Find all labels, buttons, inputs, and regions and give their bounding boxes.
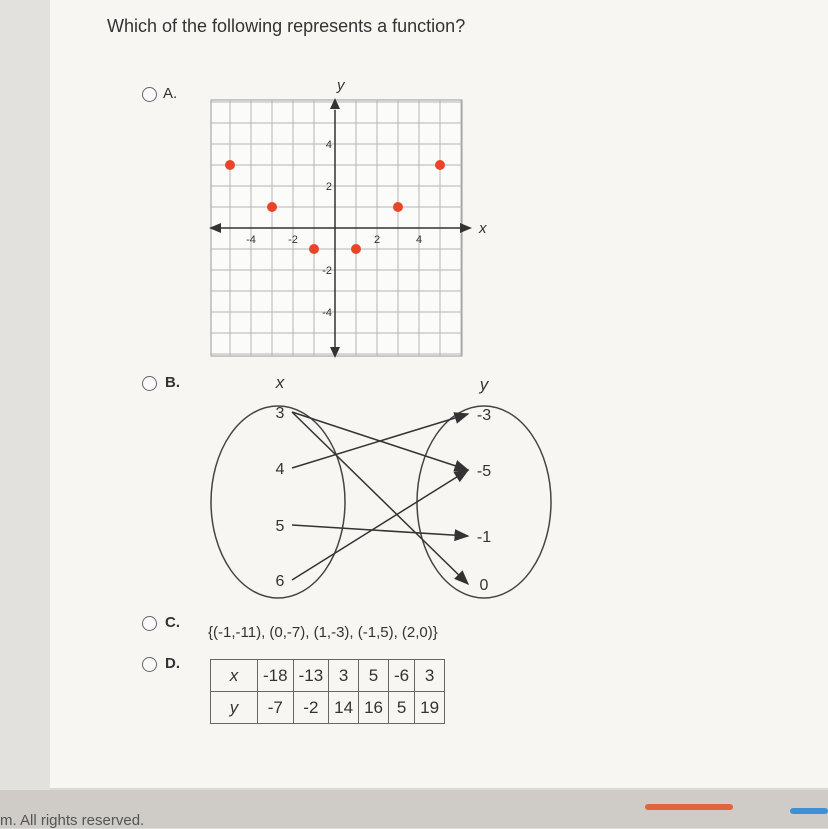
- domain-value: 5: [275, 518, 285, 535]
- table-cell: -6: [389, 660, 415, 692]
- x-tick-label: -4: [246, 234, 256, 246]
- mapping-arrow: [292, 470, 468, 580]
- table-cell: -13: [293, 660, 329, 692]
- table-cell: 3: [329, 660, 359, 692]
- table-cell: 14: [329, 692, 359, 724]
- option-c-radio[interactable]: [142, 616, 157, 631]
- table-cell: 5: [389, 692, 415, 724]
- table-cell: 19: [415, 692, 445, 724]
- graph-point: [225, 160, 235, 170]
- graph-point: [351, 244, 361, 254]
- domain-value: 6: [275, 573, 285, 590]
- y-tick-label: 4: [325, 139, 332, 151]
- table-cell: -18: [258, 660, 294, 692]
- option-a-coordinate-graph: [205, 78, 490, 363]
- option-d-radio[interactable]: [142, 657, 157, 672]
- graph-point: [435, 160, 445, 170]
- option-c-label[interactable]: C.: [165, 614, 180, 631]
- domain-header: x: [275, 373, 285, 392]
- domain-value: 3: [275, 405, 285, 422]
- table-cell: 16: [359, 692, 389, 724]
- range-value: -3: [476, 407, 492, 424]
- range-value: -1: [476, 529, 492, 546]
- option-b-radio[interactable]: [142, 376, 157, 391]
- x-tick-label: 2: [373, 234, 381, 246]
- table-row-y: [211, 692, 445, 724]
- copyright-text: m. All rights reserved.: [0, 812, 145, 829]
- y-tick-label: -4: [322, 307, 332, 319]
- y-tick-label: 2: [325, 181, 332, 193]
- y-axis-label: y: [337, 78, 345, 94]
- table-x-header: x: [211, 660, 258, 692]
- question-text: Which of the following represents a function?: [107, 16, 466, 36]
- x-tick-label: 4: [415, 234, 423, 246]
- mapping-arrow: [292, 525, 468, 536]
- footer-accent-blue: [790, 808, 828, 814]
- mapping-values: [276, 405, 492, 594]
- x-axis-label: x: [479, 220, 487, 237]
- option-a-label[interactable]: A.: [163, 85, 178, 102]
- x-axis-right-arrow: [460, 223, 472, 233]
- range-oval: [417, 406, 551, 598]
- domain-oval: [211, 406, 345, 598]
- option-a-radio[interactable]: [142, 87, 157, 102]
- mapping-arrows: [292, 412, 468, 584]
- y-tick-label: -2: [322, 265, 332, 277]
- mapping-arrow: [292, 412, 468, 584]
- graph-point: [267, 202, 277, 212]
- table-y-header: y: [211, 692, 258, 724]
- option-d-table: [210, 659, 445, 724]
- range-value: 0: [479, 577, 489, 594]
- range-header: y: [479, 375, 489, 394]
- table-cell: 5: [359, 660, 389, 692]
- x-tick-label: -2: [288, 234, 298, 246]
- table-cell: 3: [415, 660, 445, 692]
- graph-point: [393, 202, 403, 212]
- option-c-ordered-pairs: {(-1,-11), (0,-7), (1,-3), (-1,5), (2,0)}: [208, 624, 438, 641]
- option-b-label[interactable]: B.: [165, 374, 180, 391]
- table-cell: -2: [293, 692, 329, 724]
- domain-value: 4: [275, 461, 285, 478]
- page-left-edge: [0, 0, 50, 790]
- footer-accent-red: [645, 804, 733, 810]
- option-d-label[interactable]: D.: [165, 655, 180, 672]
- option-b-mapping-diagram: [200, 372, 570, 604]
- mapping-arrow: [292, 414, 468, 468]
- range-value: -5: [476, 463, 492, 480]
- table-cell: -7: [258, 692, 294, 724]
- table-row-x: [211, 660, 445, 692]
- graph-point: [309, 244, 319, 254]
